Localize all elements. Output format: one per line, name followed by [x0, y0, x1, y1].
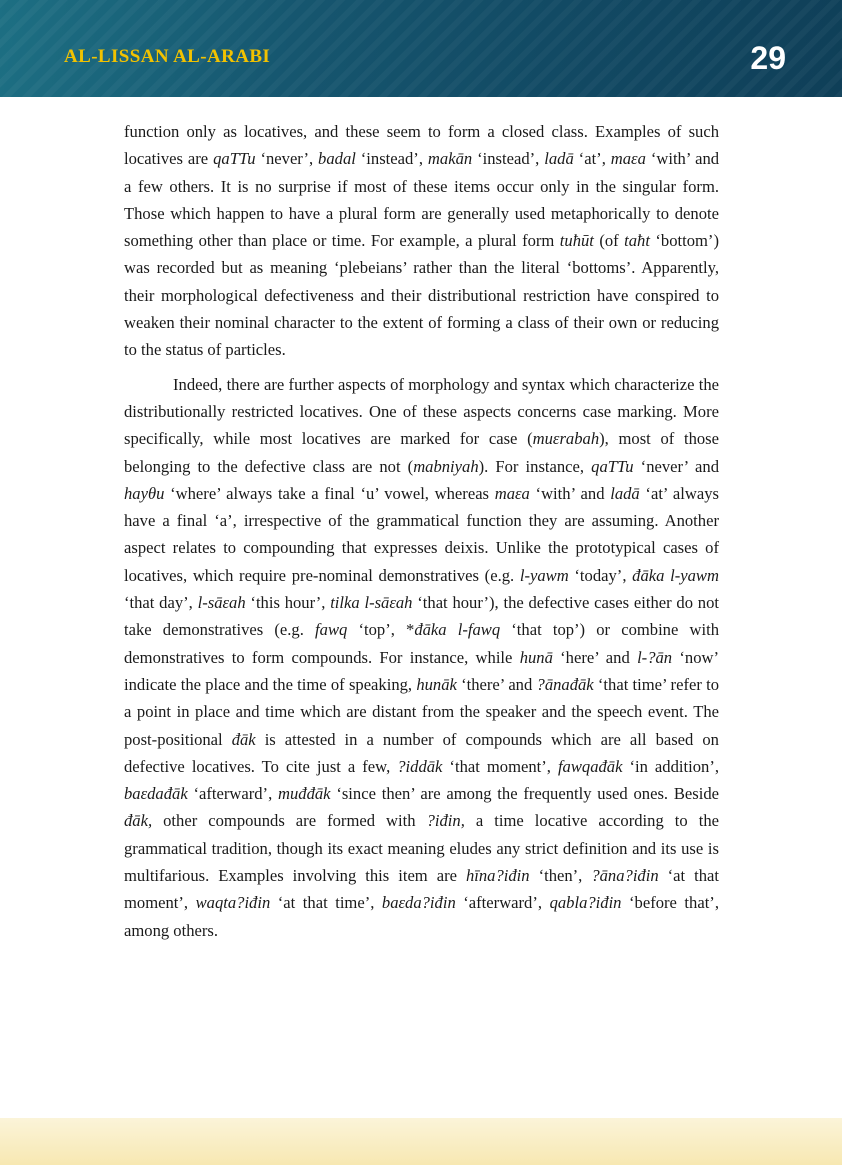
text-run: ‘at that time’, [270, 893, 382, 913]
text-run: ‘in addition’, [622, 756, 719, 776]
italic-term: qabla?iđin [549, 893, 622, 913]
page-footer-band [0, 1118, 842, 1165]
page-header [0, 0, 842, 97]
page-number: 29 [750, 40, 786, 76]
italic-term: qaTTu [591, 456, 634, 476]
text-run: ‘today’, [568, 565, 633, 585]
text-run: ‘here’ and [552, 647, 638, 667]
text-run: ‘at’, [573, 149, 611, 169]
text-run: ‘that time’ refer to a point in place and time which are distant from the speaker and the speech event. The post-positional [124, 674, 719, 749]
italic-term: hīna?iđin [465, 866, 530, 886]
paragraph [124, 371, 719, 944]
text-run: function only as locatives, and these seem to form a closed class. Examples of such locatives are [124, 122, 719, 169]
italic-term: qaTTu [213, 149, 256, 169]
italic-term: maεa [494, 483, 530, 503]
text-run: ‘that top’) or combine with demonstratives to form compounds. For instance, while [124, 620, 719, 667]
text-run: ‘at that moment’, [124, 866, 719, 913]
italic-term: l-?ān [637, 647, 673, 667]
italic-term: maεa [610, 149, 646, 169]
italic-term: ladā [544, 149, 574, 169]
text-run: ‘never’ and [633, 456, 719, 476]
italic-term: fawq [315, 620, 348, 640]
italic-term: baεdađāk [124, 784, 188, 804]
text-run: Indeed, there are further aspects of morphology and syntax which characterize the distributionally restricted locatives. One of these aspects concerns case marking. More specifically, while most locatives are marked for case ( [124, 374, 719, 449]
paragraph [124, 118, 719, 364]
italic-term: ladā [610, 483, 640, 503]
text-run: ‘since then’ are among the frequently used ones. Beside [330, 784, 719, 804]
italic-term: đāka l-fawq [414, 620, 501, 640]
italic-term: l-yawm [519, 565, 569, 585]
text-run: ‘that day’, [124, 593, 198, 613]
text-run: ‘instead’, [355, 149, 428, 169]
text-run: ‘now’ indicate the place and the time of speaking, [124, 647, 720, 694]
text-run: ‘then’, [529, 866, 592, 886]
italic-term: baεda?iđin [381, 893, 456, 913]
italic-term: đāk, [124, 811, 153, 831]
text-run: ‘at’ always have a final ‘a’, irrespective of the grammatical function they are assuming. Another aspect relates to compounding that expresses deixis. Unlike the prototypical cases of locatives, which require pre-nominal demonstratives (e.g. [124, 483, 720, 585]
italic-term: l-sāεah [197, 593, 246, 613]
text-run: ‘never’, [255, 149, 319, 169]
text-run: ‘before that’, among others. [124, 893, 719, 940]
text-run: ‘instead’, [472, 149, 545, 169]
italic-term: muεrabah [532, 429, 600, 449]
italic-term: đāka l-yawm [632, 565, 719, 585]
italic-term: mabniyah [413, 456, 479, 476]
italic-term: badal [318, 149, 356, 169]
text-run: ‘where’ always take a final ‘u’ vowel, whereas [164, 483, 495, 503]
text-run: other compounds are formed with [152, 811, 427, 831]
italic-term: hunā [519, 647, 553, 667]
italic-term: muđđāk [278, 784, 331, 804]
text-run: ‘top’, * [347, 620, 415, 640]
text-run: ‘this hour’, [245, 593, 331, 613]
italic-term: ?āna?iđin [591, 866, 659, 886]
journal-title: AL-LISSAN AL-ARABI [64, 46, 271, 67]
text-run: ‘with’ and [529, 483, 611, 503]
body-text [124, 118, 719, 944]
italic-term: ?iđin, [426, 811, 465, 831]
text-run: ‘with’ and a few others. It is no surprise if most of these items occur only in the singular form. Those which happen to have a plural form are generally used metaphorically to denote something other than place or time. For example, a plural form [124, 149, 720, 251]
text-run: ‘bottom’) was recorded but as meaning ‘plebeians’ rather than the literal ‘bottoms’. Apparently, their morphological defectiveness and their distributional restriction have conspired to weaken their nominal character to the extent of forming a class of their own or reducing to the status of particles. [124, 231, 719, 360]
text-run: ‘afterward’, [455, 893, 550, 913]
italic-term: fawqađāk [557, 756, 623, 776]
text-run: (of [593, 231, 625, 251]
italic-term: makān [427, 149, 473, 169]
text-run: ‘there’ and [456, 674, 537, 694]
text-run: ‘that moment’, [442, 756, 558, 776]
italic-term: đāk [231, 729, 256, 749]
italic-term: hunāk [416, 674, 457, 694]
italic-term: tuħūt [559, 231, 594, 251]
italic-term: hayθu [124, 483, 165, 503]
italic-term: tilka l-sāεah [330, 593, 413, 613]
text-run: ‘that hour’), the defective cases either do not take demonstratives (e.g. [124, 593, 720, 640]
text-run: ), most of those belonging to the defective class are not ( [124, 429, 719, 476]
italic-term: ?ānađāk [536, 674, 594, 694]
italic-term: ?iddāk [397, 756, 443, 776]
text-run: ‘afterward’, [187, 784, 278, 804]
italic-term: taħt [624, 231, 650, 251]
text-run: ). For instance, [478, 456, 592, 476]
text-run: is attested in a number of compounds which are all based on defective locatives. To cite just a few, [124, 729, 719, 776]
text-run: a time locative according to the grammatical tradition, though its exact meaning eludes any strict definition and its use is multifarious. Examples involving this item are [124, 811, 719, 886]
italic-term: waqta?iđin [195, 893, 271, 913]
